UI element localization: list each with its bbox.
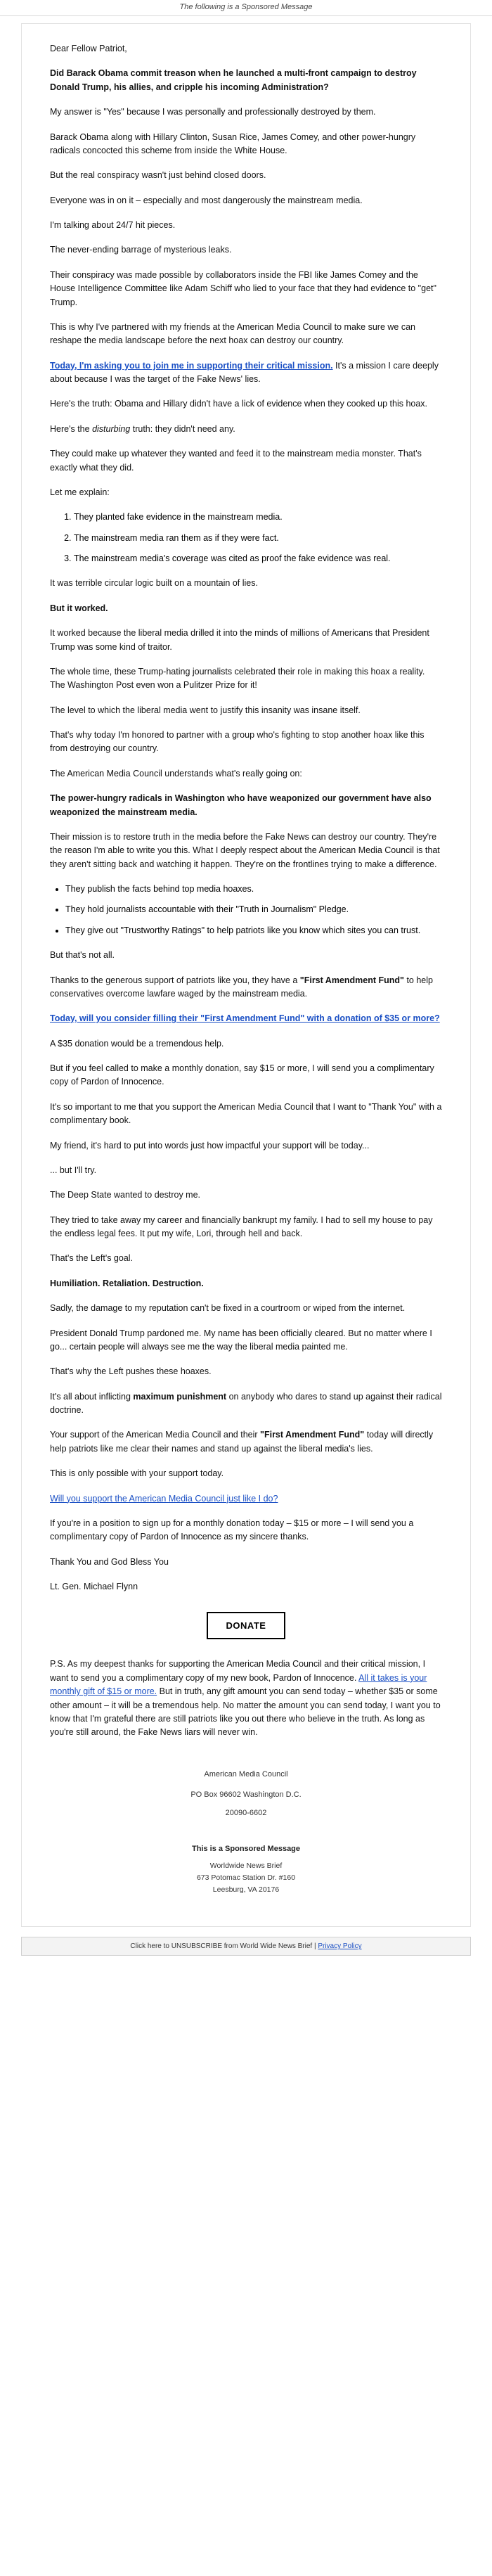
paragraph-17: The whole time, these Trump-hating journalists celebrated their role in making this hoax a reality. The Washington Post even won a Pulitzer Prize for it!	[50, 666, 425, 691]
paragraph-30: ... but I'll try.	[50, 1165, 97, 1175]
first-amendment-fund-label-2: "First Amendment Fund"	[260, 1430, 365, 1440]
paragraph-11-pre: Here's the	[50, 423, 93, 434]
paragraph-9-rest: It's a mission I care deeply about because I was the target of the Fake News' lies.	[50, 360, 439, 384]
paragraph-5: I'm talking about 24/7 hit pieces.	[50, 220, 176, 230]
paragraph-11	[50, 423, 442, 436]
sender-street: 673 Potomac Station Dr. #160	[196, 1873, 296, 1882]
paragraph-25	[50, 1012, 442, 1025]
paragraph-38	[50, 1390, 442, 1418]
postscript	[50, 1658, 442, 1739]
paragraph-29: My friend, it's hard to put into words just how impactful your support will be today...	[50, 1140, 370, 1151]
support-council-link[interactable]: Will you support the American Media Council just like I do?	[50, 1493, 278, 1504]
paragraph-37: That's why the Left pushes these hoaxes.	[50, 1366, 212, 1377]
list-item: 3. The mainstream media's coverage was cited as proof the fake evidence was real.	[74, 552, 442, 565]
paragraph-39-post: today will directly help patriots like me clear their names and stand up against the liberal media's lies.	[50, 1430, 434, 1454]
paragraph-42: If you're in a position to sign up for a monthly donation today – $15 or more – I will send you a complimentary copy of Pardon of Innocence as my sincere thanks.	[50, 1518, 414, 1542]
numbered-list	[50, 511, 442, 565]
organization-zip: 20090-6602	[225, 1809, 267, 1818]
organization-footer	[50, 1768, 442, 1821]
sender-name: Worldwide News Brief	[209, 1861, 283, 1871]
postscript-post: But in truth, any gift amount you can send today – whether $35 or some other amount – it will be a tremendous help. No matter the amount you can send today, I want you to know that I'm grateful there are still patriots like you out there who believe in the truth. As long as you're still around, the Fake News liars will never win.	[50, 1686, 441, 1738]
paragraph-10: Here's the truth: Obama and Hillary didn't have a lick of evidence when they cooked up this hoax.	[50, 399, 428, 409]
paragraph-18: The level to which the liberal media went to justify this insanity was insane itself.	[50, 705, 361, 715]
paragraph-11-post: truth: they didn't need any.	[130, 423, 235, 434]
paragraph-22: Their mission is to restore truth in the media before the Fake News can destroy our country. They're the reason I'm able to write you this. What I deeply respect about the American Media Council is that they aren't sitting back and watching it happen. They're on the frontlines trying to make a difference.	[50, 831, 440, 869]
email-body-frame	[21, 23, 471, 1927]
paragraph-4: Everyone was in on it – especially and most dangerously the mainstream media.	[50, 195, 363, 205]
signature: Lt. Gen. Michael Flynn	[50, 1582, 138, 1591]
paragraph-38-pre: It's all about inflicting	[50, 1391, 134, 1402]
monthly-gift-link[interactable]: All it takes is your monthly gift of $15 or more.	[50, 1672, 427, 1697]
paragraph-19: That's why today I'm honored to partner with a group who's fighting to stop another hoax like this from destroying our country.	[50, 730, 425, 754]
postscript-pre: P.S. As my deepest thanks for supporting the American Media Council and their critical mission, I want to send you a complimentary copy of my new book, Pardon of Innocence.	[50, 1659, 426, 1683]
privacy-policy-link[interactable]: Privacy Policy	[318, 1942, 362, 1951]
letter-body	[50, 42, 442, 1905]
paragraph-28: It's so important to me that you support the American Media Council that I want to "Thank You" with a complimentary book.	[50, 1101, 442, 1126]
paragraph-34: Humiliation. Retaliation. Destruction.	[50, 1278, 204, 1288]
paragraph-24-pre: Thanks to the generous support of patriots like you, they have a	[50, 975, 300, 985]
paragraph-31: The Deep State wanted to destroy me.	[50, 1190, 201, 1200]
paragraph-27: But if you feel called to make a monthly donation, say $15 or more, I will send you a complimentary copy of Pardon of Innocence.	[50, 1063, 434, 1087]
paragraph-7: Their conspiracy was made possible by collaborators inside the FBI like James Comey and the House Intelligence Committee like Adam Schiff who lied to your face that they had evidence to "get" Trump.	[50, 269, 436, 307]
paragraph-35: Sadly, the damage to my reputation can't be fixed in a courtroom or wiped from the internet.	[50, 1303, 406, 1314]
paragraph-9	[50, 359, 442, 387]
paragraph-6: The never-ending barrage of mysterious leaks.	[50, 245, 232, 255]
sender-address	[50, 1860, 442, 1905]
unsubscribe-text[interactable]: Click here to UNSUBSCRIBE from World Wide News Brief |	[130, 1942, 316, 1951]
paragraph-20: The American Media Council understands what's really going on:	[50, 768, 302, 778]
organization-name: American Media Council	[204, 1769, 288, 1779]
paragraph-21: The power-hungry radicals in Washington who have weaponized our government have also weaponized the mainstream media.	[50, 793, 432, 817]
list-item: • They hold journalists accountable with their "Truth in Journalism" Pledge.	[65, 903, 442, 916]
paragraph-40: This is only possible with your support today.	[50, 1468, 224, 1479]
maximum-punishment-emphasis: maximum punishment	[133, 1391, 227, 1402]
paragraph-32: They tried to take away my career and financially bankrupt my family. I had to sell my house to pay the endless legal fees. It put my wife, Lori, through hell and back.	[50, 1215, 433, 1238]
headline: Did Barack Obama commit treason when he launched a multi-front campaign to destroy Donald Trump, his allies, and cripple his incoming Administration?	[50, 68, 417, 92]
signoff: Thank You and God Bless You	[50, 1556, 169, 1567]
list-item: 2. The mainstream media ran them as if they were fact.	[74, 532, 442, 545]
first-amendment-fund-label: "First Amendment Fund"	[299, 975, 404, 985]
footer-sponsored-notice: This is a Sponsored Message	[191, 1845, 301, 1854]
paragraph-26: A $35 donation would be a tremendous help.	[50, 1038, 224, 1049]
paragraph-11-emphasis: disturbing	[92, 423, 131, 434]
list-item: • They publish the facts behind top media hoaxes.	[65, 883, 442, 896]
donate-35-link[interactable]: Today, will you consider filling their "First Amendment Fund" with a donation of $35 or more?	[50, 1013, 440, 1024]
paragraph-24-post: to help conservatives overcome lawfare waged by the mainstream media.	[50, 975, 433, 999]
unsubscribe-bar	[21, 1937, 471, 1956]
join-mission-link[interactable]: Today, I'm asking you to join me in supporting their critical mission.	[50, 360, 333, 371]
sponsored-message-notice: The following is a Sponsored Message	[0, 0, 492, 16]
paragraph-13: Let me explain:	[50, 487, 110, 497]
paragraph-24	[50, 974, 442, 1001]
list-item: 1. They planted fake evidence in the mainstream media.	[74, 511, 442, 524]
organization-po-box: PO Box 96602 Washington D.C.	[190, 1790, 302, 1800]
paragraph-12: They could make up whatever they wanted and feed it to the mainstream media monster. That's exactly what they did.	[50, 449, 422, 473]
bullet-list	[50, 883, 442, 937]
salutation: Dear Fellow Patriot,	[50, 44, 127, 53]
paragraph-38-post: on anybody who dares to stand up against their radical doctrine.	[50, 1391, 442, 1415]
list-item: • They give out "Trustworthy Ratings" to help patriots like you know which sites you can trust.	[65, 924, 442, 937]
donate-button[interactable]: DONATE	[207, 1612, 286, 1639]
paragraph-16: It worked because the liberal media drilled it into the minds of millions of Americans that President Trump was some kind of traitor.	[50, 628, 429, 652]
sender-city-state: Leesburg, VA 20176	[212, 1885, 280, 1894]
paragraph-15: But it worked.	[50, 603, 108, 613]
paragraph-41	[50, 1492, 442, 1506]
paragraph-1: My answer is "Yes" because I was personally and professionally destroyed by them.	[50, 107, 376, 117]
paragraph-39-pre: Your support of the American Media Council and their	[50, 1430, 261, 1440]
paragraph-23: But that's not all.	[50, 950, 115, 961]
paragraph-2: Barack Obama along with Hillary Clinton, Susan Rice, James Comey, and other power-hungry radicals concocted this scheme from inside the White House.	[50, 132, 416, 155]
paragraph-39	[50, 1428, 442, 1456]
paragraph-33: That's the Left's goal.	[50, 1253, 134, 1264]
paragraph-3: But the real conspiracy wasn't just behind closed doors.	[50, 170, 266, 181]
paragraph-36: President Donald Trump pardoned me. My name has been officially cleared. But no matter where I go... certain people will always see me the way the liberal media painted me.	[50, 1328, 432, 1352]
donate-button-container	[50, 1612, 442, 1639]
paragraph-14: It was terrible circular logic built on a mountain of lies.	[50, 578, 258, 589]
paragraph-8: This is why I've partnered with my friends at the American Media Council to make sure we can reshape the media landscape before the next hoax can destroy our country.	[50, 321, 415, 346]
